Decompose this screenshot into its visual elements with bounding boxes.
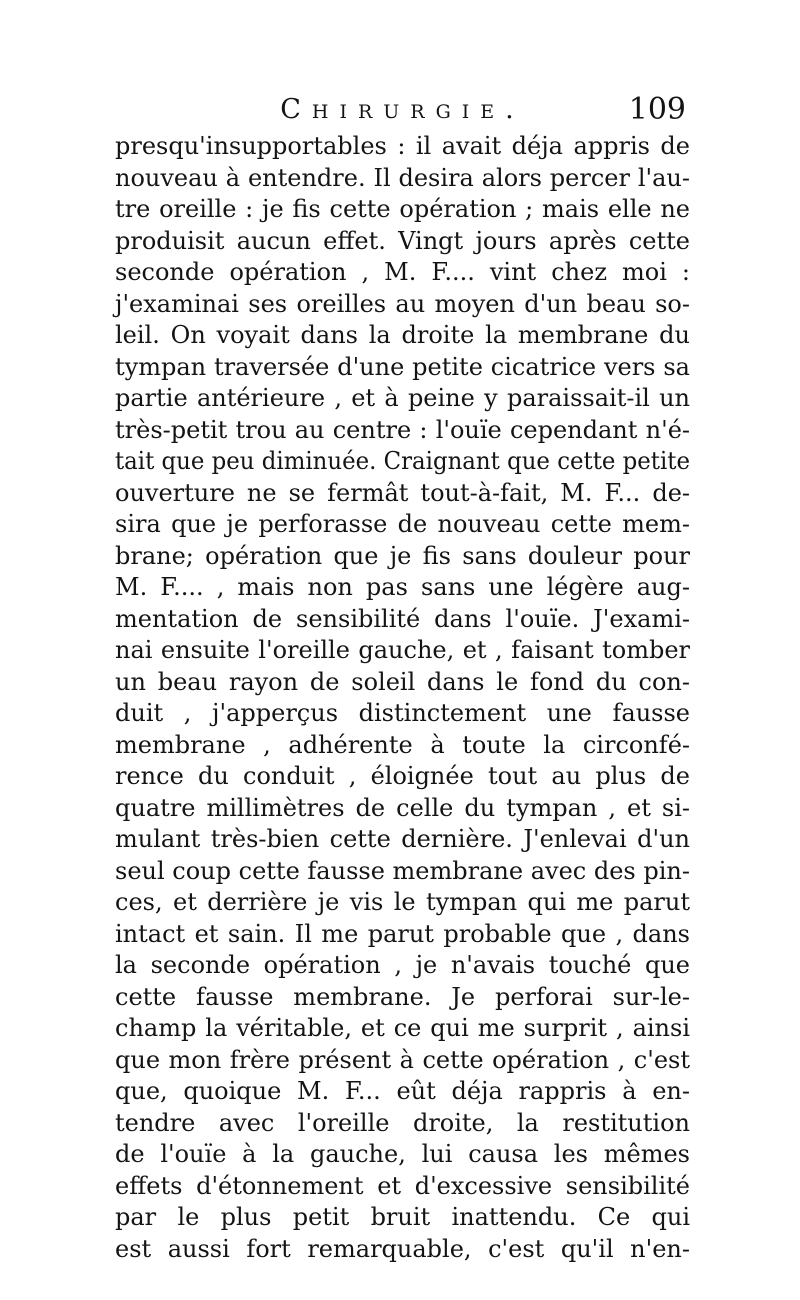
text-line: nai ensuite l'oreille gauche, et , faisant tomber xyxy=(115,636,690,664)
text-line: que, quoique M. F... eût déja rappris à en- xyxy=(115,1077,690,1105)
text-line: membrane , adhérente à toute la circonfé- xyxy=(115,730,690,759)
text-line: la seconde opération , je n'avais touché que xyxy=(115,951,690,979)
running-title: Chirurgie. xyxy=(280,94,525,125)
text-line: cette fausse membrane. Je perforai sur-le- xyxy=(115,982,690,1011)
text-line: mulant très-bien cette dernière. J'enlevai d'un xyxy=(115,825,690,853)
text-line: rence du conduit , éloignée tout au plus de xyxy=(115,762,690,790)
text-line: très-petit trou au centre : l'ouïe cependant n'é- xyxy=(115,415,690,444)
text-line: ces, et derrière je vis le tympan qui me parut xyxy=(115,888,690,916)
text-line: tendre avec l'oreille droite, la restitution xyxy=(115,1108,690,1137)
text-line: sira que je perforasse de nouveau cette mem- xyxy=(115,510,690,538)
text-line: par le plus petit bruit inattendu. Ce qui xyxy=(115,1203,690,1231)
text-line: partie antérieure , et à peine y paraissait-il un xyxy=(115,384,690,412)
text-line: M. F.... , mais non pas sans une légère aug- xyxy=(115,573,690,601)
text-line: seconde opération , M. F.... vint chez moi : xyxy=(115,258,690,286)
text-line: champ la véritable, et ce qui me surprit , ainsi xyxy=(115,1014,690,1042)
text-line: tre oreille : je fis cette opération ; mais elle ne xyxy=(115,195,690,223)
running-head xyxy=(115,90,690,130)
text-line: produisit aucun effet. Vingt jours après cette xyxy=(115,226,690,255)
text-line: tait que peu diminuée. Craignant que cette petite xyxy=(115,447,690,475)
text-line: nouveau à entendre. Il desira alors percer l'au- xyxy=(115,163,690,192)
text-line: de l'ouïe à la gauche, lui causa les mêmes xyxy=(115,1140,690,1168)
text-line: mentation de sensibilité dans l'ouïe. J'exami- xyxy=(115,604,690,633)
text-line: duit , j'apperçus distinctement une fausse xyxy=(115,699,690,727)
text-line: intact et sain. Il me parut probable que , dans xyxy=(115,919,690,948)
text-line: ouverture ne se fermât tout-à-fait, M. F... de- xyxy=(115,478,690,507)
text-line: seul coup cette fausse membrane avec des pin- xyxy=(115,856,690,885)
text-line: presqu'insupportables : il avait déja appris de xyxy=(115,132,690,160)
text-line: leil. On voyait dans la droite la membrane du xyxy=(115,321,690,349)
text-line: que mon frère présent à cette opération , c'est xyxy=(115,1045,690,1074)
text-line: brane; opération que je fis sans douleur pour xyxy=(115,541,690,570)
text-line: est aussi fort remarquable, c'est qu'il n'en- xyxy=(115,1234,690,1263)
text-line: quatre millimètres de celle du tympan , et si- xyxy=(115,793,690,822)
text-line: j'examinai ses oreilles au moyen d'un beau so- xyxy=(115,289,690,318)
text-line: effets d'étonnement et d'excessive sensibilité xyxy=(115,1171,690,1200)
page-number: 109 xyxy=(628,92,686,127)
body-text xyxy=(115,131,690,1265)
text-line: tympan traversée d'une petite cicatrice vers sa xyxy=(115,352,690,381)
text-line: un beau rayon de soleil dans le fond du con- xyxy=(115,667,690,696)
